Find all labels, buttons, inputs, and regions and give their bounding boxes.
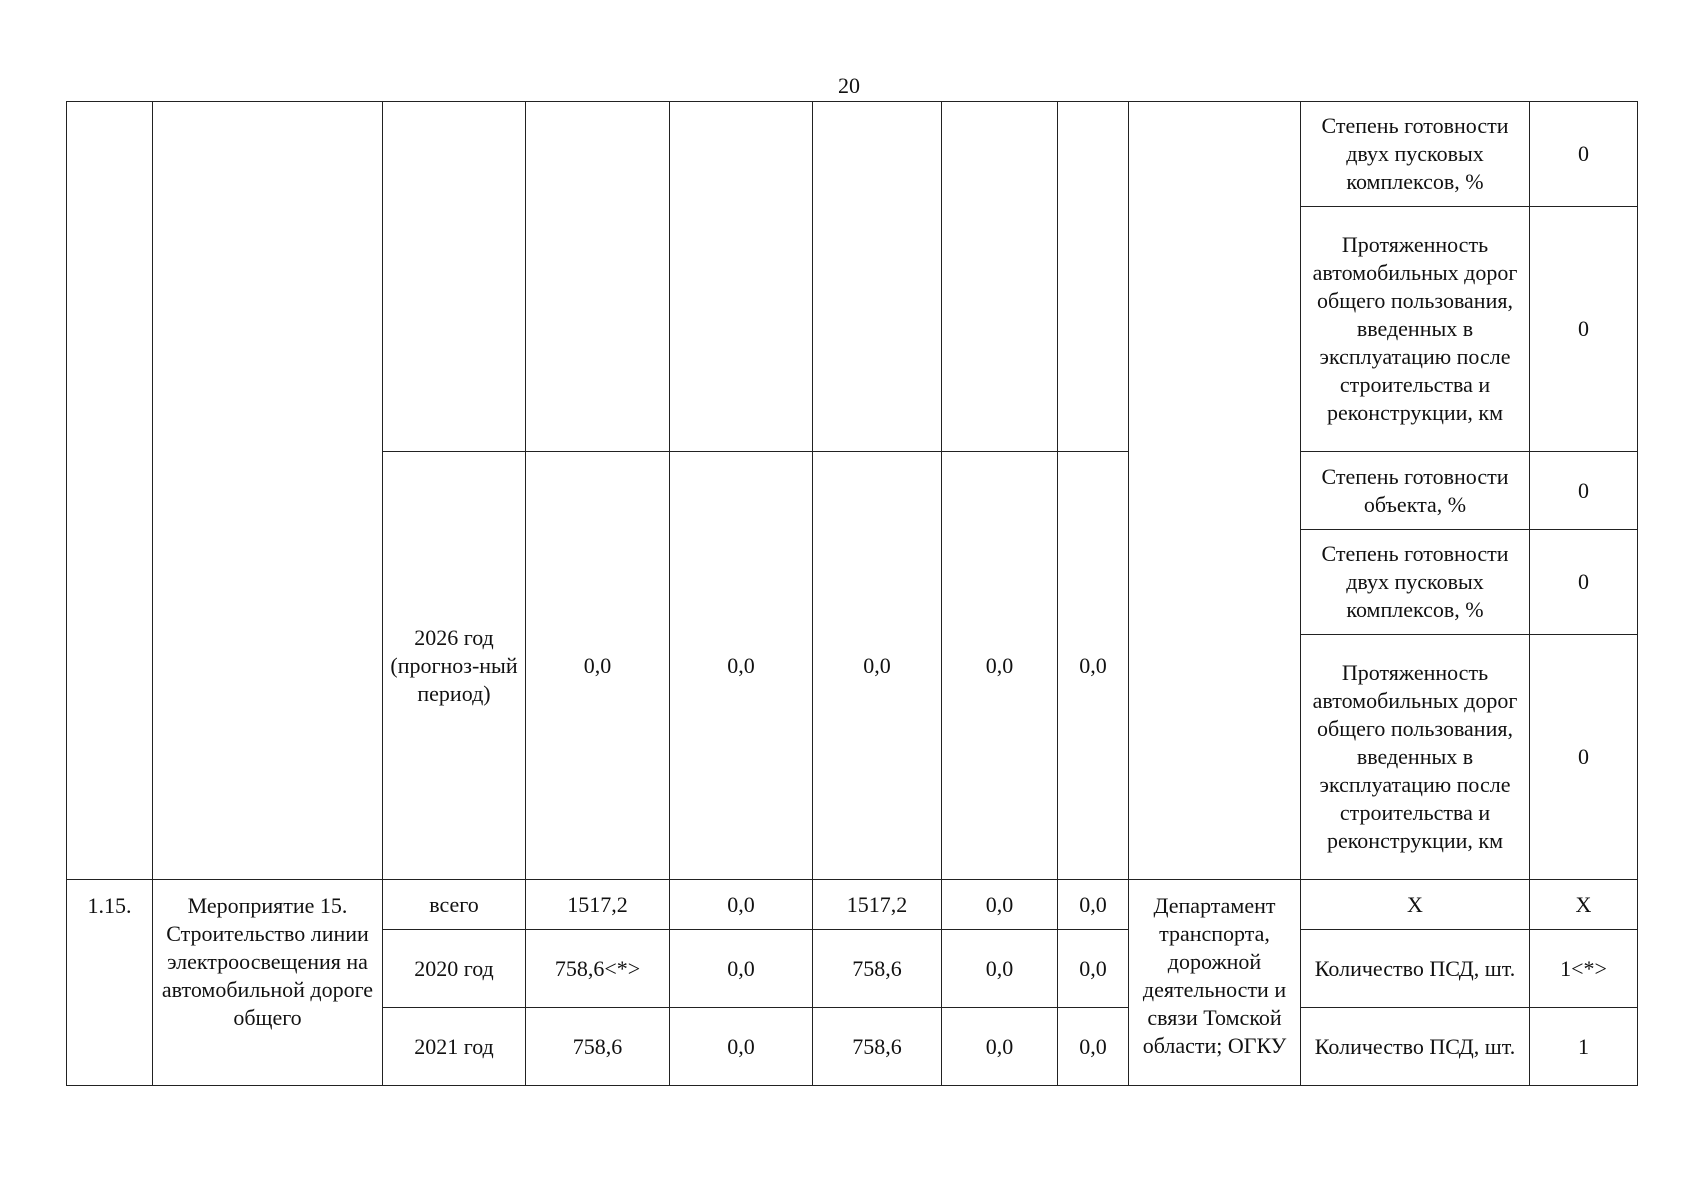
indicator-value: 0	[1530, 452, 1638, 530]
value-cell: 758,6	[526, 1008, 670, 1086]
table-row	[67, 102, 1638, 207]
indicator-name: Протяженность автомобильных дорог общего пользования, введенных в эксплуатацию после строительства и реконструкции, км	[1301, 207, 1530, 452]
value-cell: 0,0	[1058, 1008, 1129, 1086]
indicator-value: 0	[1530, 530, 1638, 635]
value-cell	[526, 102, 670, 452]
number-cell: 1.15.	[67, 880, 153, 1086]
value-cell: 0,0	[670, 452, 813, 880]
value-cell: 758,6	[813, 930, 942, 1008]
executor-cell: Департамент транспорта, дорожной деятельности и связи Томской области; ОГКУ	[1129, 880, 1301, 1086]
page-number: 20	[838, 73, 860, 98]
value-cell: 0,0	[670, 930, 813, 1008]
indicator-name: Степень готовности объекта, %	[1301, 452, 1530, 530]
value-cell: 758,6	[813, 1008, 942, 1086]
value-cell	[942, 102, 1058, 452]
value-cell: 0,0	[526, 452, 670, 880]
value-cell: 0,0	[1058, 930, 1129, 1008]
indicator-value: 1	[1530, 1008, 1638, 1086]
value-cell	[670, 102, 813, 452]
indicator-name: Степень готовности двух пусковых комплексов, %	[1301, 530, 1530, 635]
indicator-name: Степень готовности двух пусковых комплексов, %	[1301, 102, 1530, 207]
executor-cell	[1129, 102, 1301, 880]
value-cell: 0,0	[670, 880, 813, 930]
value-cell: 0,0	[1058, 880, 1129, 930]
indicator-name: Количество ПСД, шт.	[1301, 1008, 1530, 1086]
period-cell: 2021 год	[383, 1008, 526, 1086]
period-cell: 2020 год	[383, 930, 526, 1008]
value-cell: 0,0	[670, 1008, 813, 1086]
indicator-name: Х	[1301, 880, 1530, 930]
value-cell: 0,0	[942, 452, 1058, 880]
value-cell: 1517,2	[526, 880, 670, 930]
indicator-value: 0	[1530, 102, 1638, 207]
period-cell: 2026 год (прогноз-ный период)	[383, 452, 526, 880]
number-cell	[67, 102, 153, 880]
value-cell: 0,0	[813, 452, 942, 880]
value-cell	[813, 102, 942, 452]
value-cell: 0,0	[1058, 452, 1129, 880]
indicator-name: Протяженность автомобильных дорог общего пользования, введенных в эксплуатацию после строительства и реконструкции, км	[1301, 635, 1530, 880]
name-cell: Мероприятие 15. Строительство линии электроосвещения на автомобильной дороге общего	[153, 880, 383, 1086]
period-cell: всего	[383, 880, 526, 930]
value-cell: 758,6<*>	[526, 930, 670, 1008]
value-cell: 1517,2	[813, 880, 942, 930]
table-row	[67, 880, 1638, 930]
indicator-value: 0	[1530, 207, 1638, 452]
value-cell: 0,0	[942, 880, 1058, 930]
indicator-value: 1<*>	[1530, 930, 1638, 1008]
indicator-value: 0	[1530, 635, 1638, 880]
indicator-value: Х	[1530, 880, 1638, 930]
indicator-name: Количество ПСД, шт.	[1301, 930, 1530, 1008]
value-cell	[1058, 102, 1129, 452]
period-cell	[383, 102, 526, 452]
value-cell: 0,0	[942, 930, 1058, 1008]
program-table	[66, 101, 1638, 1086]
value-cell: 0,0	[942, 1008, 1058, 1086]
name-cell	[153, 102, 383, 880]
